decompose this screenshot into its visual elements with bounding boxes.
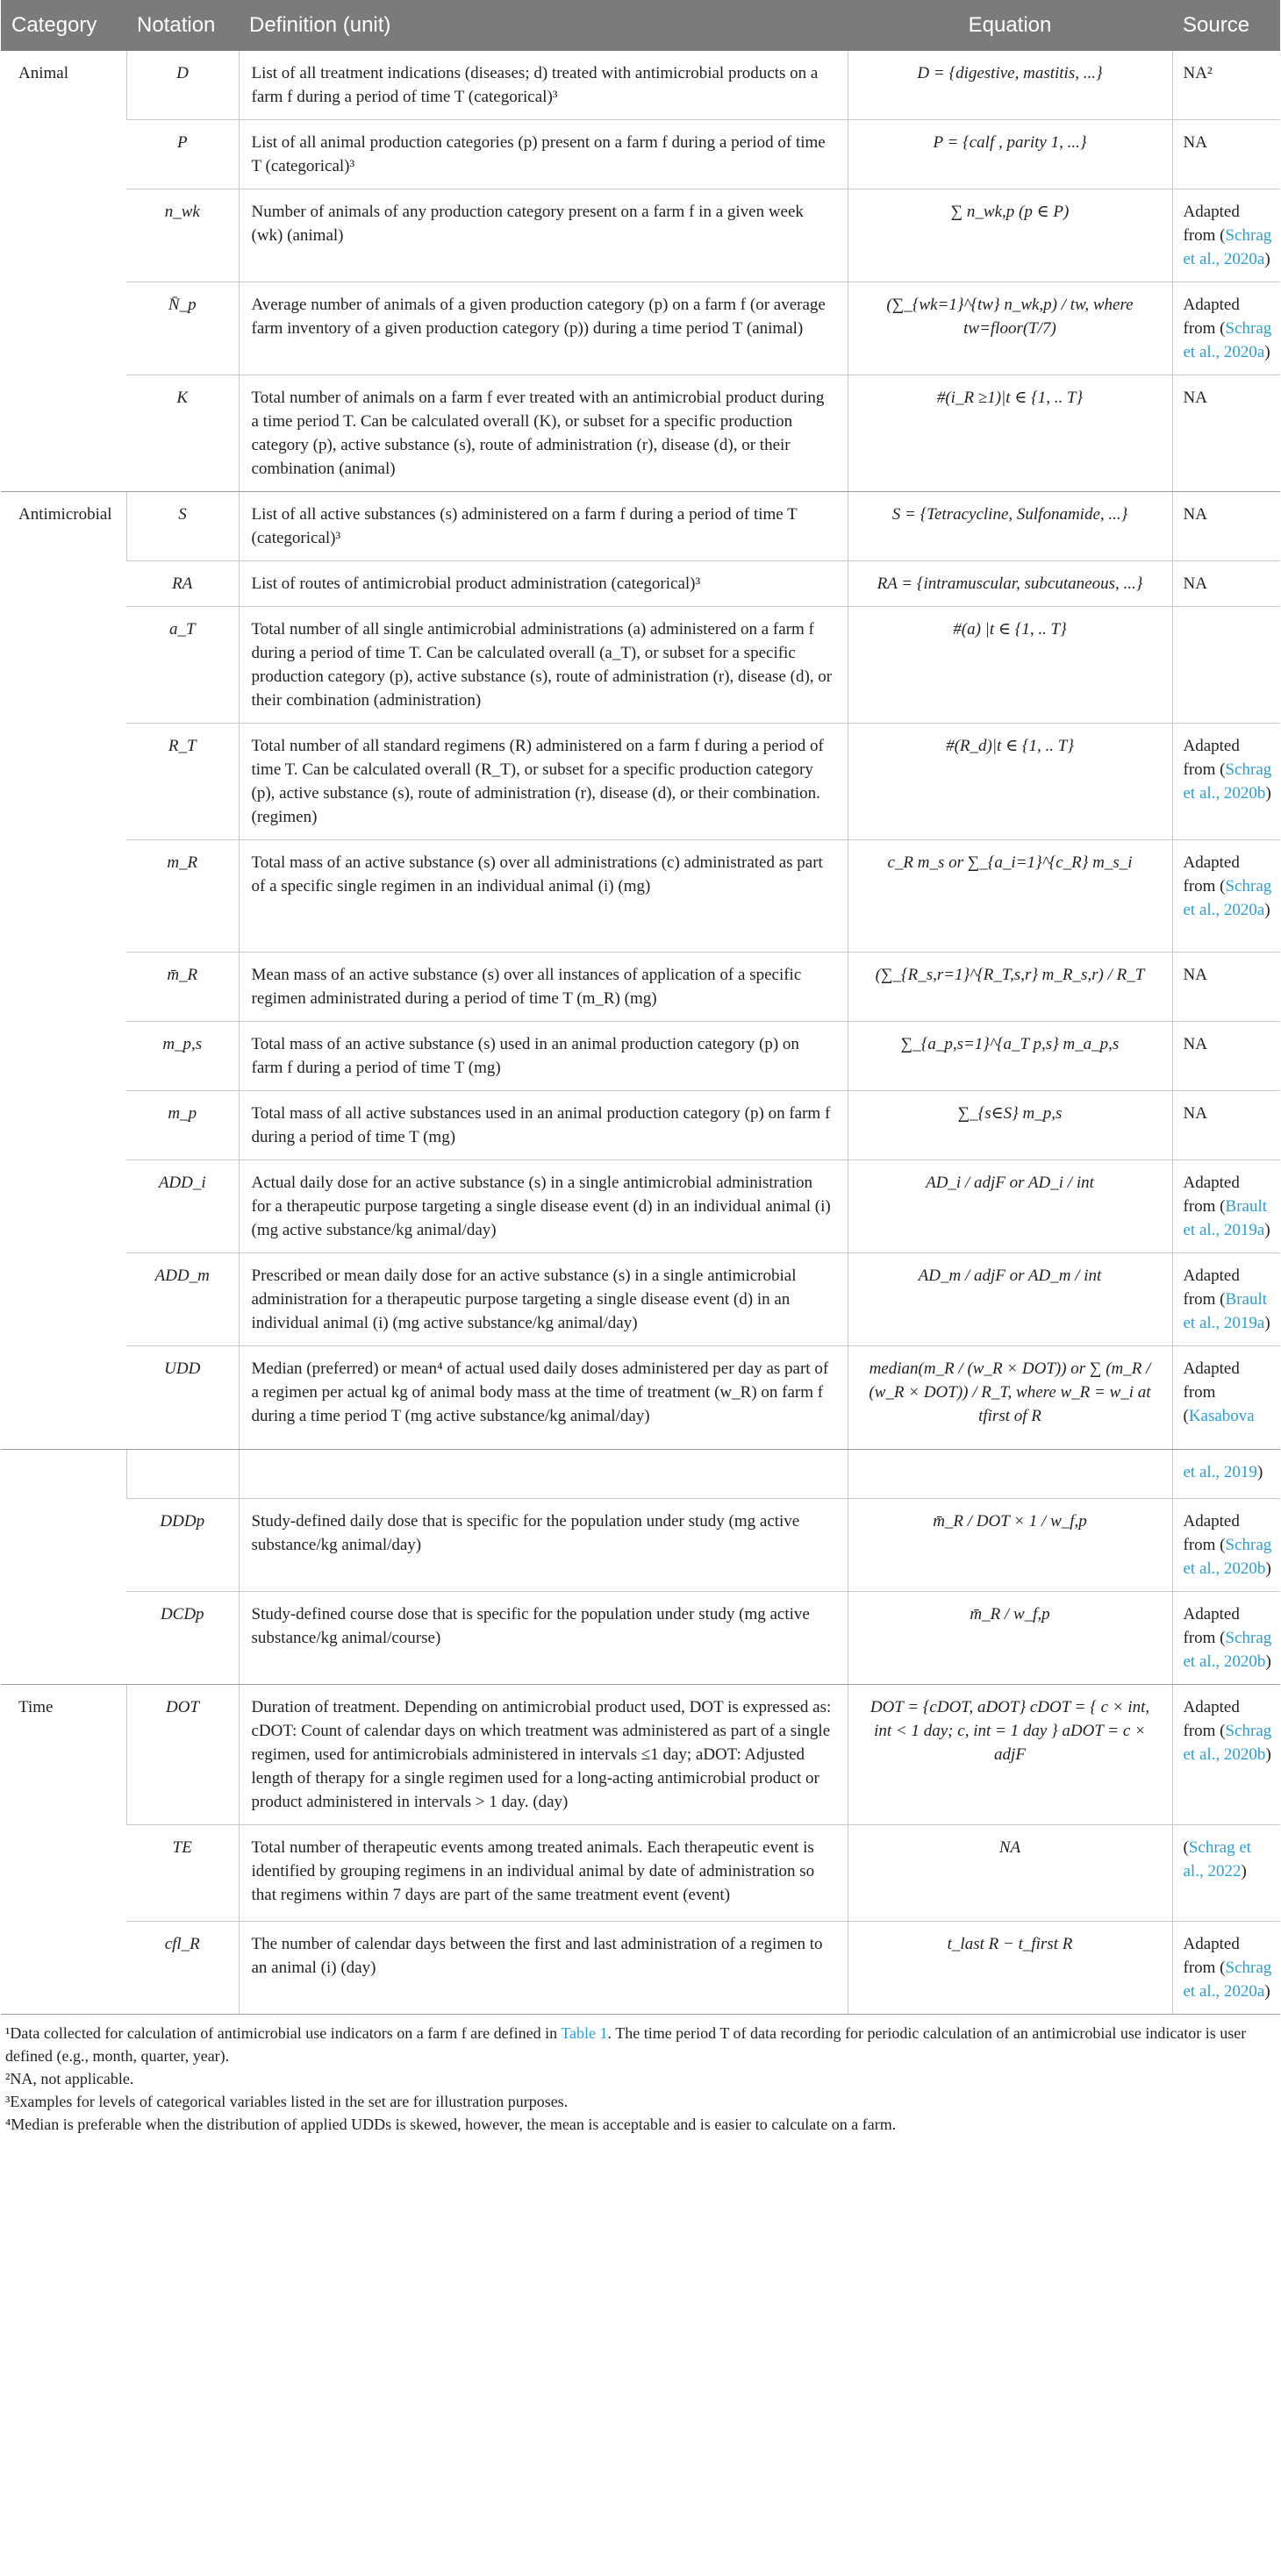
- source-citation-link[interactable]: Schrag et al., 2022: [1183, 1838, 1252, 1880]
- footnote-1: [5, 2022, 1276, 2067]
- definition-cell: Total number of all standard regimens (R) administered on a farm f during a period of time T. Can be calculated overall (R_T), or subset for a specific production category (p), active substance (s), route of administration (r), disease (d), or their combination. (regimen): [239, 724, 848, 840]
- source-suffix: ): [1265, 1559, 1271, 1578]
- footnotes: [0, 2015, 1281, 2136]
- source-suffix: ): [1241, 1862, 1247, 1880]
- equation-cell: (∑_{wk=1}^{tw} n_wk,p) / tw, where tw=floor(T/7): [848, 282, 1172, 375]
- source-prefix: Adapted from (: [1183, 296, 1240, 338]
- source-prefix: NA: [1183, 1035, 1207, 1053]
- equation-cell: c_R m_s or ∑_{a_i=1}^{c_R} m_s_i: [848, 840, 1172, 953]
- equation-cell: P = {calf , parity 1, ...}: [848, 120, 1172, 189]
- notation-cell: ADD_m: [126, 1253, 239, 1346]
- definition-cell: Mean mass of an active substance (s) over all instances of application of a specific regimen administrated during a period of time T (m_R) (mg): [239, 953, 848, 1022]
- table-row: [1, 1825, 1280, 1922]
- table-row: [1, 492, 1280, 561]
- table-row: [1, 724, 1280, 840]
- source-prefix: Adapted from (: [1183, 203, 1240, 245]
- table-1-link[interactable]: Table 1: [561, 2024, 608, 2042]
- footnote-4: ⁴Median is preferable when the distribution of applied UDDs is skewed, however, the mean is acceptable and is easier to calculate on a farm.: [5, 2116, 897, 2133]
- source-cell: [1172, 282, 1280, 375]
- source-suffix: ): [1264, 250, 1270, 268]
- source-prefix: NA: [1183, 574, 1207, 593]
- notation-cell: UDD: [126, 1346, 239, 1450]
- notation-cell: K: [126, 375, 239, 492]
- equation-cell: NA: [848, 1825, 1172, 1922]
- notation-cell: TE: [126, 1825, 239, 1922]
- notation-cell: m̄_R: [126, 953, 239, 1022]
- equation-cell: t_last R − t_first R: [848, 1922, 1172, 2015]
- equation-cell: AD_m / adjF or AD_m / int: [848, 1253, 1172, 1346]
- source-prefix: (: [1183, 1838, 1189, 1857]
- definition-cell: Total mass of an active substance (s) over all administrations (c) administrated as part of a specific single regimen in an individual animal (i) (mg): [239, 840, 848, 953]
- source-citation-link[interactable]: Schrag et al., 2020b: [1183, 1629, 1272, 1671]
- equation-cell: m̄_R / w_f,p: [848, 1592, 1172, 1685]
- source-suffix: ): [1264, 1314, 1270, 1332]
- source-cell: [1172, 607, 1280, 724]
- source-prefix: Adapted from (: [1183, 1698, 1240, 1740]
- table-row: [1, 1592, 1280, 1685]
- notation-cell: S: [126, 492, 239, 561]
- source-prefix: Adapted from (: [1183, 1359, 1240, 1425]
- antimicrobial-indicators-table: [1, 0, 1280, 2015]
- header-notation: Notation: [126, 0, 239, 51]
- source-suffix: ): [1265, 784, 1271, 803]
- source-cell: [1172, 1685, 1280, 1825]
- equation-cell: ∑_{a_p,s=1}^{a_T p,s} m_a_p,s: [848, 1022, 1172, 1091]
- table-row: [1, 1922, 1280, 2015]
- source-citation-link[interactable]: Schrag et al., 2020a: [1183, 226, 1272, 268]
- source-cell: [1172, 1160, 1280, 1253]
- source-prefix: NA: [1183, 389, 1207, 407]
- notation-cell: RA: [126, 561, 239, 607]
- definition-cell: Actual daily dose for an active substance (s) in a single antimicrobial administration for a therapeutic purpose targeting a single disease event (d) in an individual animal (i) (mg active substance/kg animal/day): [239, 1160, 848, 1253]
- table-row: [1, 1685, 1280, 1825]
- notation-cell: N̄_p: [126, 282, 239, 375]
- notation-cell: DOT: [126, 1685, 239, 1825]
- source-suffix: ): [1265, 1652, 1271, 1671]
- source-prefix: Adapted from (: [1183, 1605, 1240, 1647]
- notation-cell: [126, 1450, 239, 1499]
- table-row: [1, 282, 1280, 375]
- source-cell: [1172, 1253, 1280, 1346]
- definition-cell: Study-defined course dose that is specific for the population under study (mg active substance/kg animal/course): [239, 1592, 848, 1685]
- source-citation-link[interactable]: et al., 2019: [1183, 1463, 1257, 1481]
- category-cell: Time: [1, 1685, 126, 2015]
- definition-cell: List of all active substances (s) administered on a farm f during a period of time T (categorical)³: [239, 492, 848, 561]
- footnote-1-tail: . The time period T of data recording for periodic calculation of an antimicrobial use indicator is user defined (e.g., month, quarter, year).: [5, 2024, 1247, 2065]
- equation-cell: m̄_R / DOT × 1 / w_f,p: [848, 1499, 1172, 1592]
- source-prefix: NA: [1183, 1104, 1207, 1123]
- definition-cell: Average number of animals of a given production category (p) on a farm f (or average farm inventory of a given production category (p)) during a time period T (animal): [239, 282, 848, 375]
- source-prefix: NA²: [1183, 64, 1213, 82]
- notation-cell: cfl_R: [126, 1922, 239, 2015]
- source-suffix: ): [1264, 343, 1270, 361]
- equation-cell: #(i_R ≥1)|t ∈ {1, .. T}: [848, 375, 1172, 492]
- definition-cell: Total number of animals on a farm f ever treated with an antimicrobial product during a time period T. Can be calculated overall (K), or subset for a specific production category (p), active substance (s), route of administration (r), disease (d), or their combination (animal): [239, 375, 848, 492]
- header-category: Category: [1, 0, 126, 51]
- source-citation-link[interactable]: Brault et al., 2019a: [1183, 1290, 1268, 1332]
- source-prefix: Adapted from (: [1183, 737, 1240, 779]
- footnote-2: ²NA, not applicable.: [5, 2070, 134, 2087]
- source-cell: [1172, 375, 1280, 492]
- source-suffix: ): [1264, 1982, 1270, 2001]
- source-cell: [1172, 1922, 1280, 2015]
- source-cell: [1172, 1450, 1280, 1499]
- source-cell: [1172, 189, 1280, 282]
- table-row: [1, 1160, 1280, 1253]
- notation-cell: DDDp: [126, 1499, 239, 1592]
- notation-cell: m_p: [126, 1091, 239, 1160]
- source-citation-link[interactable]: Kasabova: [1188, 1407, 1255, 1425]
- equation-cell: ∑ n_wk,p (p ∈ P): [848, 189, 1172, 282]
- definition-cell: List of all treatment indications (diseases; d) treated with antimicrobial products on a farm f during a period of time T (categorical)³: [239, 51, 848, 120]
- definition-cell: [239, 1450, 848, 1499]
- notation-cell: n_wk: [126, 189, 239, 282]
- table-row: [1, 953, 1280, 1022]
- source-prefix: NA: [1183, 505, 1207, 524]
- table-row: [1, 1499, 1280, 1592]
- header-equation: Equation: [848, 0, 1172, 51]
- table-row: [1, 840, 1280, 953]
- source-cell: [1172, 724, 1280, 840]
- equation-cell: #(R_d)|t ∈ {1, .. T}: [848, 724, 1172, 840]
- category-cell: [1, 1450, 126, 1685]
- table-row: [1, 1091, 1280, 1160]
- table-row: [1, 1346, 1280, 1450]
- source-citation-link[interactable]: Schrag et al., 2020b: [1183, 1722, 1272, 1764]
- definition-cell: Number of animals of any production category present on a farm f in a given week (wk) (animal): [239, 189, 848, 282]
- equation-cell: D = {digestive, mastitis, ...}: [848, 51, 1172, 120]
- equation-cell: ∑_{s∈S} m_p,s: [848, 1091, 1172, 1160]
- source-cell: [1172, 953, 1280, 1022]
- equation-cell: RA = {intramuscular, subcutaneous, ...}: [848, 561, 1172, 607]
- definition-cell: Total number of therapeutic events among treated animals. Each therapeutic event is identified by grouping regimens in an individual animal by date of administration so that regimens within 7 days are part of the same treatment event (event): [239, 1825, 848, 1922]
- source-cell: [1172, 1592, 1280, 1685]
- source-citation-link[interactable]: Schrag et al., 2020a: [1183, 877, 1272, 919]
- source-cell: [1172, 1022, 1280, 1091]
- source-prefix: Adapted from (: [1183, 1267, 1240, 1309]
- notation-cell: a_T: [126, 607, 239, 724]
- table-row: [1, 189, 1280, 282]
- definition-cell: List of routes of antimicrobial product administration (categorical)³: [239, 561, 848, 607]
- source-cell: [1172, 840, 1280, 953]
- source-cell: [1172, 561, 1280, 607]
- notation-cell: P: [126, 120, 239, 189]
- definition-cell: Total mass of an active substance (s) used in an animal production category (p) on farm f during a period of time T (mg): [239, 1022, 848, 1091]
- definition-cell: List of all animal production categories (p) present on a farm f during a period of time T (categorical)³: [239, 120, 848, 189]
- source-cell: [1172, 1346, 1280, 1450]
- table-row: [1, 375, 1280, 492]
- source-cell: [1172, 1091, 1280, 1160]
- definition-cell: Study-defined daily dose that is specific for the population under study (mg active substance/kg animal/day): [239, 1499, 848, 1592]
- source-cell: [1172, 1499, 1280, 1592]
- footnote-3: ³Examples for levels of categorical variables listed in the set are for illustration purposes.: [5, 2093, 569, 2110]
- footnote-1-text: ¹Data collected for calculation of antimicrobial use indicators on a farm f are defined in: [5, 2024, 562, 2042]
- source-suffix: ): [1256, 1463, 1263, 1481]
- source-citation-link[interactable]: Schrag et al., 2020b: [1183, 1536, 1272, 1578]
- source-citation-link[interactable]: Schrag et al., 2020a: [1183, 319, 1272, 361]
- source-suffix: ): [1264, 901, 1270, 919]
- notation-cell: m_R: [126, 840, 239, 953]
- equation-cell: [848, 1450, 1172, 1499]
- notation-cell: D: [126, 51, 239, 120]
- source-cell: [1172, 492, 1280, 561]
- table-row: [1, 120, 1280, 189]
- table-header-row: [1, 0, 1280, 51]
- definition-cell: The number of calendar days between the first and last administration of a regimen to an animal (i) (day): [239, 1922, 848, 2015]
- source-cell: [1172, 51, 1280, 120]
- notation-cell: R_T: [126, 724, 239, 840]
- source-prefix: Adapted from (: [1183, 1174, 1240, 1216]
- category-cell: Animal: [1, 51, 126, 492]
- definition-cell: Duration of treatment. Depending on antimicrobial product used, DOT is expressed as: cDOT: Count of calendar days on which treatment was administered as part of a single regimen, used for antimicrobials administered in intervals ≤1 day; aDOT: Adjusted length of therapy for a single regimen used for a long-acting antimicrobial product or product administered in intervals > 1 day. (day): [239, 1685, 848, 1825]
- source-citation-link[interactable]: Brault et al., 2019a: [1183, 1197, 1268, 1239]
- source-prefix: NA: [1183, 966, 1207, 984]
- table-body: [1, 51, 1280, 2015]
- equation-cell: median(m_R / (w_R × DOT)) or ∑ (m_R / (w_R × DOT)) / R_T, where w_R = w_i at tfirst of R: [848, 1346, 1172, 1450]
- table-row: [1, 561, 1280, 607]
- source-suffix: ): [1265, 1745, 1271, 1764]
- equation-cell: #(a) |t ∈ {1, .. T}: [848, 607, 1172, 724]
- notation-cell: DCDp: [126, 1592, 239, 1685]
- header-source: Source: [1172, 0, 1280, 51]
- definition-cell: Median (preferred) or mean⁴ of actual used daily doses administered per day as part of a regimen per actual kg of animal body mass at the time of treatment (w_R) on farm f during a time period T (mg active substance/kg animal/day): [239, 1346, 848, 1450]
- table-row: [1, 1022, 1280, 1091]
- notation-cell: m_p,s: [126, 1022, 239, 1091]
- table-row: [1, 1450, 1280, 1499]
- equation-cell: DOT = {cDOT, aDOT} cDOT = { c × int, int < 1 day; c, int = 1 day } aDOT = c × adjF: [848, 1685, 1172, 1825]
- table-row: [1, 1253, 1280, 1346]
- definition-cell: Total mass of all active substances used in an animal production category (p) on farm f during a period of time T (mg): [239, 1091, 848, 1160]
- table-row: [1, 607, 1280, 724]
- header-definition: Definition (unit): [239, 0, 848, 51]
- source-prefix: Adapted from (: [1183, 1512, 1240, 1554]
- category-cell: Antimicrobial: [1, 492, 126, 1450]
- notation-cell: ADD_i: [126, 1160, 239, 1253]
- source-cell: [1172, 120, 1280, 189]
- source-prefix: NA: [1183, 133, 1207, 152]
- equation-cell: S = {Tetracycline, Sulfonamide, ...}: [848, 492, 1172, 561]
- table-row: [1, 51, 1280, 120]
- definition-cell: Total number of all single antimicrobial administrations (a) administered on a farm f during a period of time T. Can be calculated overall (a_T), or subset for a specific production category (p), active substance (s), route of administration (r), disease (d), or their combination (administration): [239, 607, 848, 724]
- source-prefix: Adapted from (: [1183, 1935, 1240, 1977]
- source-citation-link[interactable]: Schrag et al., 2020b: [1183, 760, 1272, 803]
- source-citation-link[interactable]: Schrag et al., 2020a: [1183, 1959, 1272, 2001]
- source-suffix: ): [1264, 1221, 1270, 1239]
- source-cell: [1172, 1825, 1280, 1922]
- definition-cell: Prescribed or mean daily dose for an active substance (s) in a single antimicrobial administration for a therapeutic purpose targeting a single disease event (d) in an individual animal (i) (mg active substance/kg animal/day): [239, 1253, 848, 1346]
- equation-cell: (∑_{R_s,r=1}^{R_T,s,r} m_R_s,r) / R_T: [848, 953, 1172, 1022]
- equation-cell: AD_i / adjF or AD_i / int: [848, 1160, 1172, 1253]
- source-prefix: Adapted from (: [1183, 853, 1240, 896]
